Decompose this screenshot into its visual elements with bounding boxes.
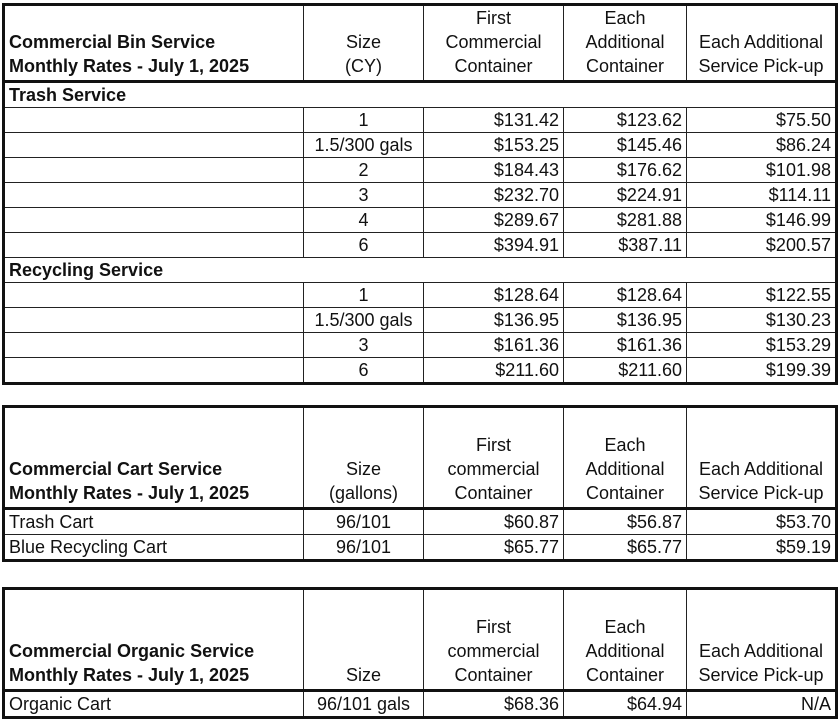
cart-additional-pickup-header: Each Additional Service Pick-up bbox=[687, 407, 837, 509]
trash-service-label: Trash Service bbox=[4, 82, 837, 108]
first-price-cell: $128.64 bbox=[424, 283, 564, 308]
pickup-price-cell: $153.29 bbox=[687, 333, 837, 358]
cart-size-header: Size (gallons) bbox=[304, 407, 424, 509]
organic-first-container-header: First commercial Container bbox=[424, 589, 564, 691]
cart-additional-container-header: Each Additional Container bbox=[564, 407, 687, 509]
pickup-price-cell: $199.39 bbox=[687, 358, 837, 384]
pickup-price-cell: $146.99 bbox=[687, 208, 837, 233]
pickup-price-cell: $130.23 bbox=[687, 308, 837, 333]
additional-price-cell: $136.95 bbox=[564, 308, 687, 333]
first-price-cell: $184.43 bbox=[424, 158, 564, 183]
table-row bbox=[4, 691, 837, 718]
bin-size-header: Size (CY) bbox=[304, 5, 424, 82]
pickup-price-cell: $114.11 bbox=[687, 183, 837, 208]
size-cell: 1 bbox=[304, 108, 424, 133]
first-price-cell: $289.67 bbox=[424, 208, 564, 233]
bin-additional-container-header: Each Additional Container bbox=[564, 5, 687, 82]
additional-price-cell: $176.62 bbox=[564, 158, 687, 183]
size-cell: 1.5/300 gals bbox=[304, 308, 424, 333]
organic-name-cell: Organic Cart bbox=[4, 691, 304, 718]
first-price-cell: $161.36 bbox=[424, 333, 564, 358]
first-price-cell: $60.87 bbox=[424, 509, 564, 535]
table-row bbox=[4, 535, 837, 561]
size-cell: 1 bbox=[304, 283, 424, 308]
table-row bbox=[4, 358, 837, 384]
table-row bbox=[4, 183, 837, 208]
pickup-price-cell: $86.24 bbox=[687, 133, 837, 158]
additional-price-cell: $224.91 bbox=[564, 183, 687, 208]
bin-rates-table bbox=[2, 3, 838, 385]
pickup-price-cell: $200.57 bbox=[687, 233, 837, 258]
first-price-cell: $394.91 bbox=[424, 233, 564, 258]
cart-header-row bbox=[4, 407, 837, 509]
additional-price-cell: $161.36 bbox=[564, 333, 687, 358]
additional-price-cell: $65.77 bbox=[564, 535, 687, 561]
first-price-cell: $131.42 bbox=[424, 108, 564, 133]
organic-additional-container-header: Each Additional Container bbox=[564, 589, 687, 691]
additional-price-cell: $123.62 bbox=[564, 108, 687, 133]
additional-price-cell: $145.46 bbox=[564, 133, 687, 158]
recycling-service-label: Recycling Service bbox=[4, 258, 837, 283]
bin-table-title: Commercial Bin Service Monthly Rates - July 1, 2025 bbox=[4, 5, 304, 82]
trash-service-section-row bbox=[4, 82, 837, 108]
table-row bbox=[4, 208, 837, 233]
size-cell: 6 bbox=[304, 358, 424, 384]
bin-additional-pickup-header: Each Additional Service Pick-up bbox=[687, 5, 837, 82]
first-price-cell: $232.70 bbox=[424, 183, 564, 208]
size-cell: 3 bbox=[304, 183, 424, 208]
additional-price-cell: $211.60 bbox=[564, 358, 687, 384]
additional-price-cell: $281.88 bbox=[564, 208, 687, 233]
organic-size-header: Size bbox=[304, 589, 424, 691]
organic-table-title: Commercial Organic Service Monthly Rates - July 1, 2025 bbox=[4, 589, 304, 691]
cart-first-container-header: First commercial Container bbox=[424, 407, 564, 509]
first-price-cell: $153.25 bbox=[424, 133, 564, 158]
organic-header-row bbox=[4, 589, 837, 691]
pickup-price-cell: $122.55 bbox=[687, 283, 837, 308]
size-cell: 6 bbox=[304, 233, 424, 258]
recycling-service-section-row bbox=[4, 258, 837, 283]
table-row bbox=[4, 108, 837, 133]
size-cell: 96/101 bbox=[304, 535, 424, 561]
size-cell: 96/101 bbox=[304, 509, 424, 535]
first-price-cell: $65.77 bbox=[424, 535, 564, 561]
table-row bbox=[4, 308, 837, 333]
pickup-price-cell: $101.98 bbox=[687, 158, 837, 183]
pickup-price-cell: N/A bbox=[687, 691, 837, 718]
additional-price-cell: $128.64 bbox=[564, 283, 687, 308]
table-row bbox=[4, 133, 837, 158]
first-price-cell: $136.95 bbox=[424, 308, 564, 333]
table-row bbox=[4, 509, 837, 535]
organic-rates-table bbox=[2, 587, 838, 719]
table-row bbox=[4, 158, 837, 183]
bin-first-container-header: First Commercial Container bbox=[424, 5, 564, 82]
size-cell: 96/101 gals bbox=[304, 691, 424, 718]
additional-price-cell: $64.94 bbox=[564, 691, 687, 718]
size-cell: 1.5/300 gals bbox=[304, 133, 424, 158]
size-cell: 2 bbox=[304, 158, 424, 183]
organic-additional-pickup-header: Each Additional Service Pick-up bbox=[687, 589, 837, 691]
cart-table-title: Commercial Cart Service Monthly Rates - July 1, 2025 bbox=[4, 407, 304, 509]
first-price-cell: $68.36 bbox=[424, 691, 564, 718]
size-cell: 3 bbox=[304, 333, 424, 358]
pickup-price-cell: $75.50 bbox=[687, 108, 837, 133]
first-price-cell: $211.60 bbox=[424, 358, 564, 384]
additional-price-cell: $56.87 bbox=[564, 509, 687, 535]
cart-rates-table bbox=[2, 405, 838, 562]
additional-price-cell: $387.11 bbox=[564, 233, 687, 258]
size-cell: 4 bbox=[304, 208, 424, 233]
table-row bbox=[4, 283, 837, 308]
cart-name-cell: Blue Recycling Cart bbox=[4, 535, 304, 561]
bin-header-row bbox=[4, 5, 837, 82]
cart-name-cell: Trash Cart bbox=[4, 509, 304, 535]
pickup-price-cell: $59.19 bbox=[687, 535, 837, 561]
table-row bbox=[4, 233, 837, 258]
table-row bbox=[4, 333, 837, 358]
pickup-price-cell: $53.70 bbox=[687, 509, 837, 535]
